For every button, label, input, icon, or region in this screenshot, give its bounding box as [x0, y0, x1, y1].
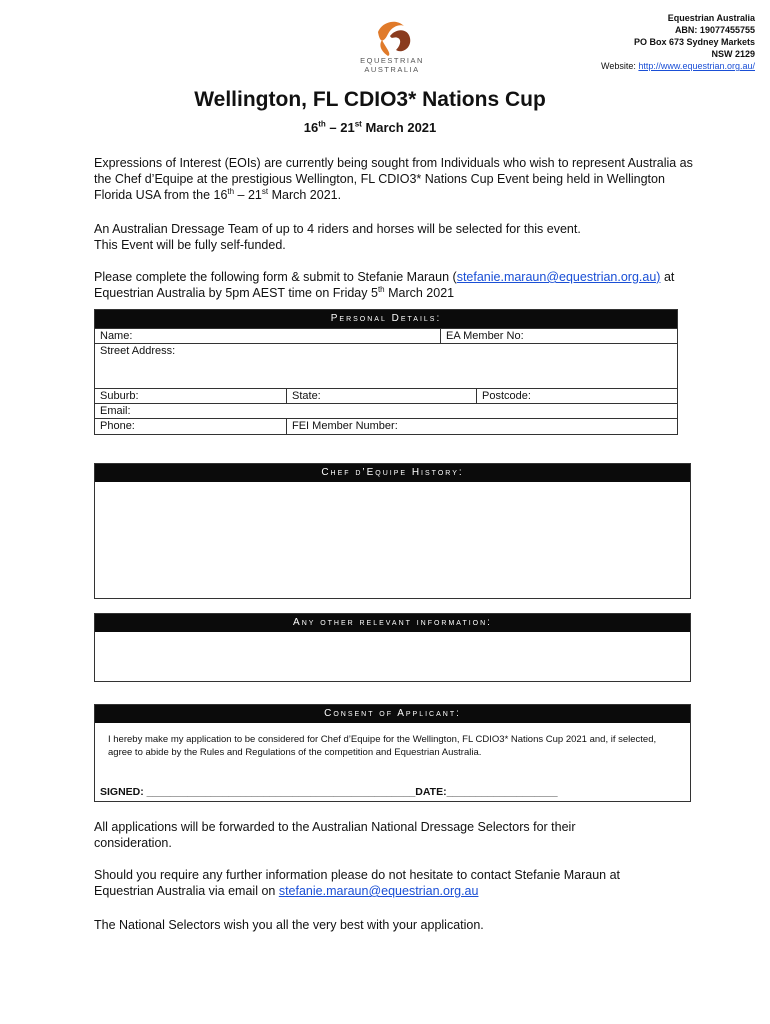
consent-text: I hereby make my application to be considered for Chef d’Equipe for the Wellington, FL CDIO3* Nations Cup 2021 and, if selected, agree to abide by the Rules and Regulations of the competition and Equestrian Australia.: [108, 734, 657, 758]
page-title: Wellington, FL CDIO3* Nations Cup: [194, 88, 546, 111]
date-start: 16: [303, 120, 319, 135]
date-rest: March 2021: [361, 120, 437, 135]
other-info-header: Any other relevant information:: [95, 614, 690, 632]
intro-p1a: Expressions of Interest (EOIs) are currently being sought from Individuals who wish to represent Australia as the Chef d’Equipe at the prestigious Wellington, FL CDIO3* Nations Cup Event being held in Wellington Florida USA from the 16: [94, 156, 693, 202]
history-section: [94, 463, 691, 599]
intro-p1-sup1: th: [227, 186, 235, 196]
intro-p3-sup: th: [377, 284, 385, 294]
org-state-postcode: NSW 2129: [711, 49, 755, 59]
intro-p2-line1: An Australian Dressage Team of up to 4 riders and horses will be selected for this event.: [94, 222, 581, 236]
email-label: Email:: [100, 405, 131, 417]
state-label: State:: [292, 390, 321, 402]
website-label: Website:: [601, 61, 636, 71]
history-textarea[interactable]: [95, 482, 690, 598]
signature-line[interactable]: SIGNED: ______________________________________________DATE:___________________: [100, 786, 558, 798]
logo-line2: AUSTRALIA: [364, 65, 420, 74]
intro-p1c: March 2021.: [268, 188, 342, 202]
consent-header: Consent of Applicant:: [95, 705, 690, 723]
intro-p3b: at Equestrian Australia by 5pm AEST time on Friday 5: [94, 270, 675, 300]
closing-p2a: Should you require any further information please do not hesitate to contact Stefanie Maraun at Equestrian Australia via email on: [94, 868, 621, 898]
name-label: Name:: [100, 330, 133, 342]
logo-wordmark: [348, 56, 436, 74]
suburb-label: Suburb:: [100, 390, 139, 402]
org-po-box: PO Box 673 Sydney Markets: [633, 37, 755, 47]
fei-member-field[interactable]: [287, 418, 677, 434]
intro-paragraph-1: [94, 155, 694, 203]
email-field[interactable]: [95, 403, 677, 418]
intro-p3c: March 2021: [384, 286, 455, 300]
intro-paragraph-3: [94, 269, 694, 301]
intro-p2-line2: This Event will be fully self-funded.: [94, 238, 286, 252]
state-field[interactable]: [287, 388, 477, 403]
intro-paragraph-2: [94, 221, 694, 253]
personal-details-header: Personal Details:: [95, 310, 677, 328]
org-name: Equestrian Australia: [667, 13, 755, 23]
ea-member-field[interactable]: [441, 328, 677, 343]
date-sep: –: [325, 120, 341, 135]
street-address-field[interactable]: [95, 343, 677, 388]
closing-paragraph-1: All applications will be forwarded to the Australian National Dressage Selectors for their consideration.: [94, 820, 576, 850]
ea-member-label: EA Member No:: [446, 330, 524, 342]
logo-line1: EQUESTRIAN: [360, 56, 424, 65]
street-label: Street Address:: [100, 345, 176, 357]
org-website: [601, 60, 755, 72]
date-end-sup: st: [354, 119, 362, 129]
other-info-textarea[interactable]: [95, 632, 690, 681]
personal-details-section: [94, 309, 678, 435]
website-link[interactable]: http://www.equestrian.org.au/: [638, 61, 755, 71]
closing-paragraph-3: The National Selectors wish you all the very best with your application.: [94, 918, 484, 932]
intro-p1-sup2: st: [261, 186, 269, 196]
contact-email-link[interactable]: stefanie.maraun@equestrian.org.au: [278, 884, 479, 898]
postcode-label: Postcode:: [482, 390, 531, 402]
event-dates: [0, 120, 740, 135]
phone-label: Phone:: [100, 420, 135, 432]
postcode-field[interactable]: [477, 388, 677, 403]
other-info-section: [94, 613, 691, 682]
date-end: 21: [340, 120, 355, 135]
closing-paragraph-2: [94, 867, 674, 899]
intro-p1b: – 21: [234, 188, 262, 202]
phone-field[interactable]: [95, 418, 287, 434]
fei-label: FEI Member Number:: [292, 420, 398, 432]
date-start-sup: th: [318, 119, 326, 129]
intro-p3a: Please complete the following form & submit to Stefanie Maraun (: [94, 270, 457, 284]
history-header: Chef d’Equipe History:: [95, 464, 690, 482]
submit-email-link[interactable]: stefanie.maraun@equestrian.org.au): [456, 270, 661, 284]
org-abn: ABN: 19077455755: [674, 25, 755, 35]
name-field[interactable]: [95, 328, 441, 343]
org-info: [601, 12, 755, 72]
suburb-field[interactable]: [95, 388, 287, 403]
